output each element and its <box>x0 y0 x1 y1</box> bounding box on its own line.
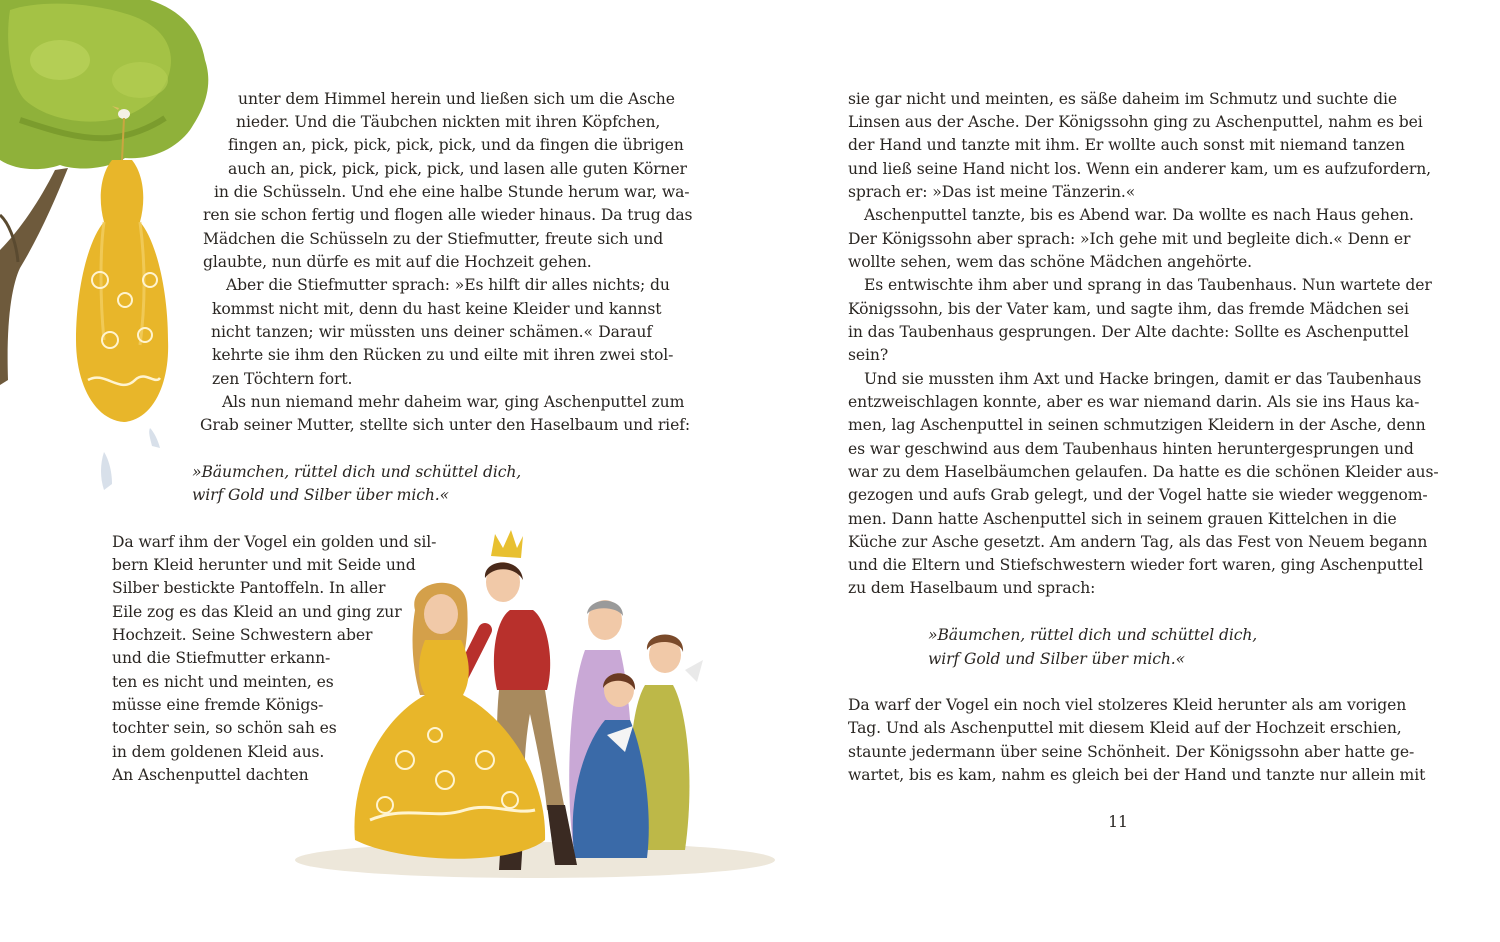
text-line: es war geschwind aus dem Taubenhaus hinten heruntergesprungen und <box>848 440 1414 458</box>
text-line: Küche zur Asche gesetzt. Am andern Tag, als das Fest von Neuem begann <box>848 533 1428 551</box>
text-line: men, lag Aschenputtel in seinen schmutzigen Kleidern in der Asche, denn <box>848 416 1426 434</box>
text-line: Mädchen die Schüsseln zu der Stiefmutter, freute sich und <box>203 230 664 248</box>
verse-line: wirf Gold und Silber über mich.« <box>192 486 450 504</box>
text-line: müsse eine fremde Königs- <box>112 696 324 714</box>
text-line: nicht tanzen; wir müssten uns deiner schämen.« Darauf <box>211 323 652 341</box>
text-line: An Aschenputtel dachten <box>112 766 309 784</box>
text-line: Aschenputtel tanzte, bis es Abend war. Da wollte es nach Haus gehen. <box>864 206 1414 224</box>
text-line: in die Schüsseln. Und ehe eine halbe Stunde herum war, wa- <box>214 183 690 201</box>
verse-line: »Bäumchen, rüttel dich und schüttel dich, <box>192 463 522 481</box>
text-line: Hochzeit. Seine Schwestern aber <box>112 626 373 644</box>
verse-line: »Bäumchen, rüttel dich und schüttel dich, <box>928 626 1258 644</box>
text-line: entzweischlagen konnte, aber es war niemand darin. Als sie ins Haus ka- <box>848 393 1420 411</box>
text-line: men. Dann hatte Aschenputtel sich in seinem grauen Kittelchen in die <box>848 510 1397 528</box>
text-line: sprach er: »Das ist meine Tänzerin.« <box>848 183 1136 201</box>
text-line: fingen an, pick, pick, pick, pick, und da fingen die übrigen <box>228 136 684 154</box>
text-line: bern Kleid herunter und mit Seide und <box>112 556 416 574</box>
text-line: Als nun niemand mehr daheim war, ging Aschenputtel zum <box>222 393 685 411</box>
text-line: staunte jedermann über seine Schönheit. Der Königssohn aber hatte ge- <box>848 743 1415 761</box>
text-line: gezogen und aufs Grab gelegt, und der Vogel hatte sie wieder weggenom- <box>848 486 1428 504</box>
text-line: ten es nicht und meinten, es <box>112 673 334 691</box>
verse-line: wirf Gold und Silber über mich.« <box>928 650 1186 668</box>
text-line: Da warf der Vogel ein noch viel stolzeres Kleid herunter als am vorigen <box>848 696 1407 714</box>
text-line: Und sie mussten ihm Axt und Hacke bringen, damit er das Taubenhaus <box>864 370 1422 388</box>
text-line: Grab seiner Mutter, stellte sich unter den Haselbaum und rief: <box>200 416 691 434</box>
text-line: tochter sein, so schön sah es <box>112 719 337 737</box>
text-line: ren sie schon fertig und flogen alle wieder hinaus. Da trug das <box>203 206 693 224</box>
text-line: Aber die Stiefmutter sprach: »Es hilft dir alles nichts; du <box>226 276 670 294</box>
text-line: zen Töchtern fort. <box>212 370 353 388</box>
text-line: Linsen aus der Asche. Der Königssohn ging zu Aschenputtel, nahm es bei <box>848 113 1423 131</box>
tree-illustration <box>0 0 215 500</box>
dance-illustration <box>285 520 780 880</box>
right-page <box>750 0 1500 942</box>
text-line: Silber bestickte Pantoffeln. In aller <box>112 579 386 597</box>
text-line: in das Taubenhaus gesprungen. Der Alte dachte: Sollte es Aschenputtel <box>848 323 1409 341</box>
text-line: Es entwischte ihm aber und sprang in das Taubenhaus. Nun wartete der <box>864 276 1432 294</box>
text-line: und die Eltern und Stiefschwestern wieder fort waren, ging Aschenputtel <box>848 556 1424 574</box>
text-line: sein? <box>848 346 889 364</box>
text-line: Königssohn, bis der Vater kam, und sagte ihm, das fremde Mädchen sei <box>848 300 1409 318</box>
text-line: wollte sehen, wem das schöne Mädchen angehörte. <box>848 253 1253 271</box>
text-line: nieder. Und die Täubchen nickten mit ihren Köpfchen, <box>236 113 661 131</box>
text-line: Da warf ihm der Vogel ein golden und sil- <box>112 533 437 551</box>
text-line: auch an, pick, pick, pick, pick, und lasen alle guten Körner <box>228 160 687 178</box>
text-line: Tag. Und als Aschenputtel mit diesem Kleid auf der Hochzeit erschien, <box>848 719 1402 737</box>
text-line: kehrte sie ihm den Rücken zu und eilte mit ihren zwei stol- <box>212 346 674 364</box>
text-line: glaubte, nun dürfe es mit auf die Hochzeit gehen. <box>203 253 592 271</box>
text-line: wartet, bis es kam, nahm es gleich bei der Hand und tanzte nur allein mit <box>848 766 1426 784</box>
text-line: und die Stiefmutter erkann- <box>112 649 331 667</box>
text-line: Eile zog es das Kleid an und ging zur <box>112 603 402 621</box>
text-line: Der Königssohn aber sprach: »Ich gehe mit und begleite dich.« Denn er <box>848 230 1411 248</box>
text-line: der Hand und tanzte mit ihm. Er wollte auch sonst mit niemand tanzen <box>848 136 1405 154</box>
text-line: war zu dem Haselbäumchen gelaufen. Da hatte es die schönen Kleider aus- <box>848 463 1439 481</box>
text-line: unter dem Himmel herein und ließen sich um die Asche <box>238 90 675 108</box>
text-line: sie gar nicht und meinten, es säße daheim im Schmutz und suchte die <box>848 90 1398 108</box>
page-number: 11 <box>1108 813 1128 831</box>
text-line: und ließ seine Hand nicht los. Wenn ein anderer kam, um es aufzufordern, <box>848 160 1432 178</box>
text-line: in dem goldenen Kleid aus. <box>112 743 325 761</box>
text-line: kommst nicht mit, denn du hast keine Kleider und kannst <box>212 300 662 318</box>
text-line: zu dem Haselbaum und sprach: <box>848 579 1096 597</box>
